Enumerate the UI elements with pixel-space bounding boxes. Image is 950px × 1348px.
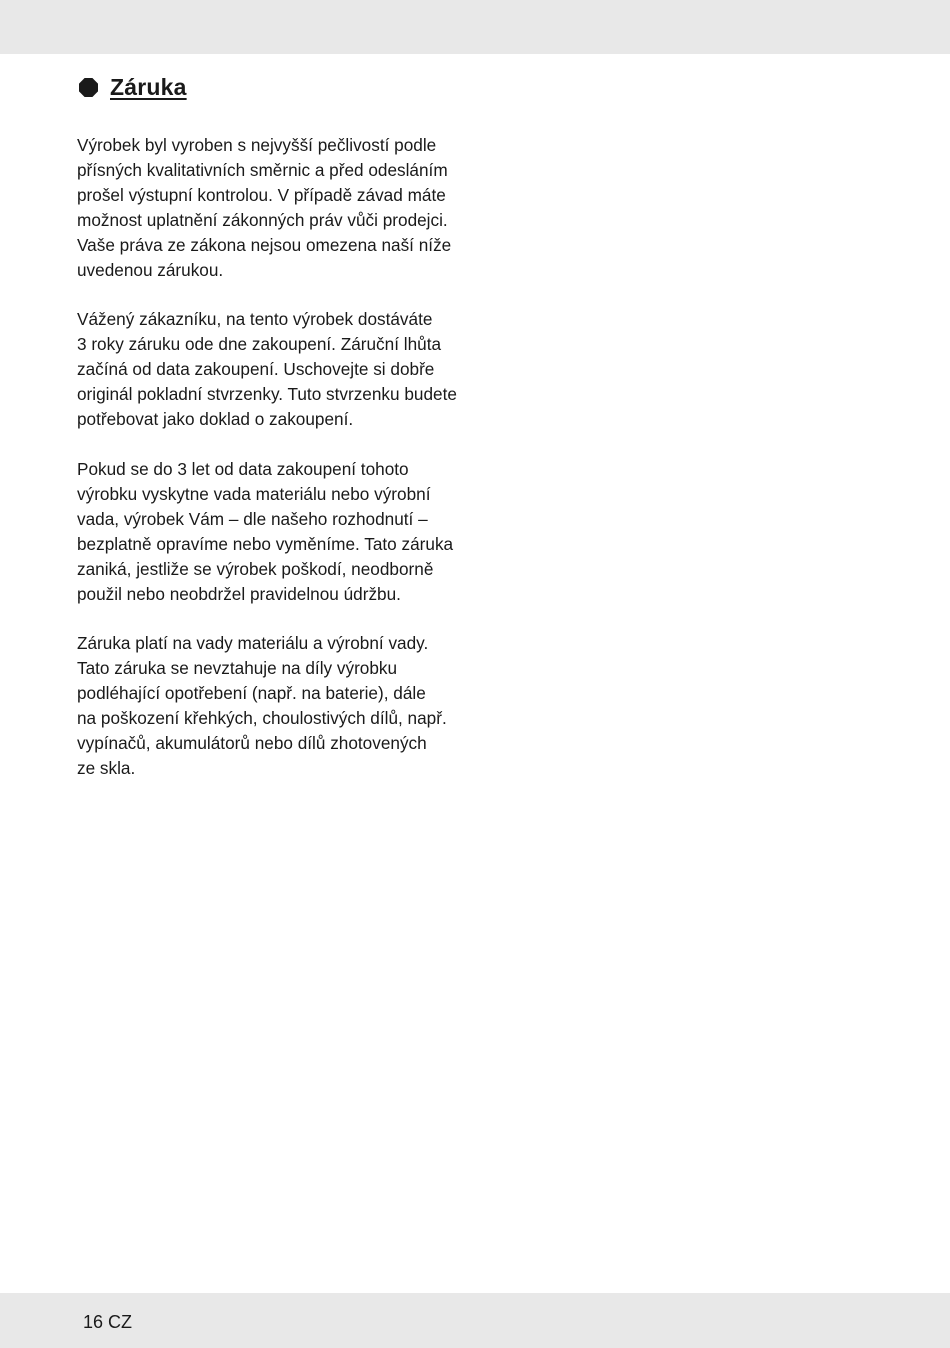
text-line: Záruka platí na vady materiálu a výrobní vady. [77,633,429,654]
footer-band [0,1293,950,1348]
paragraph [77,457,477,606]
page-title: Záruka [110,73,187,100]
section-heading [79,70,187,104]
text-line: vada, výrobek Vám – dle našeho rozhodnutí – [77,508,428,529]
text-line: vypínačů, akumulátorů nebo dílů zhotovených [77,733,427,754]
octagon-bullet-icon [79,78,98,97]
text-line: prošel výstupní kontrolou. V případě závad máte [77,184,446,205]
header-band [0,0,950,54]
text-line: začíná od data zakoupení. Uschovejte si dobře [77,359,435,380]
text-line: ze skla. [77,757,136,778]
text-line: na poškození křehkých, choulostivých dílů, např. [77,708,447,729]
text-line: originál pokladní stvrzenky. Tuto stvrzenku budete [77,384,457,405]
warranty-text [77,133,477,806]
text-line: 3 roky záruku ode dne zakoupení. Záruční lhůta [77,334,442,355]
text-line: bezplatně opravíme nebo vyměníme. Tato záruka [77,533,454,554]
text-line: Výrobek byl vyroben s nejvyšší pečlivostí podle [77,135,437,155]
text-line: použil nebo neobdržel pravidelnou údržbu. [77,583,401,604]
text-line: výrobku vyskytne vada materiálu nebo výrobní [77,483,431,504]
paragraph [77,631,477,780]
text-line: Vážený zákazníku, na tento výrobek dostáváte [77,309,433,330]
text-line: Pokud se do 3 let od data zakoupení tohoto [77,458,409,479]
paragraph [77,133,477,282]
paragraph [77,307,477,432]
text-line: Vaše práva ze zákona nejsou omezena naší níže [77,234,452,255]
text-line: Tato záruka se nevztahuje na díly výrobku [77,658,398,679]
text-line: podléhající opotřebení (např. na baterie), dále [77,683,426,704]
text-line: uvedenou zárukou. [77,259,224,280]
text-line: zaniká, jestliže se výrobek poškodí, neodborně [77,558,434,579]
text-line: možnost uplatnění zákonných práv vůči prodejci. [77,209,448,230]
text-line: přísných kvalitativních směrnic a před odesláním [77,159,448,180]
page-number: 16 CZ [83,1312,133,1332]
text-line: potřebovat jako doklad o zakoupení. [77,409,354,430]
